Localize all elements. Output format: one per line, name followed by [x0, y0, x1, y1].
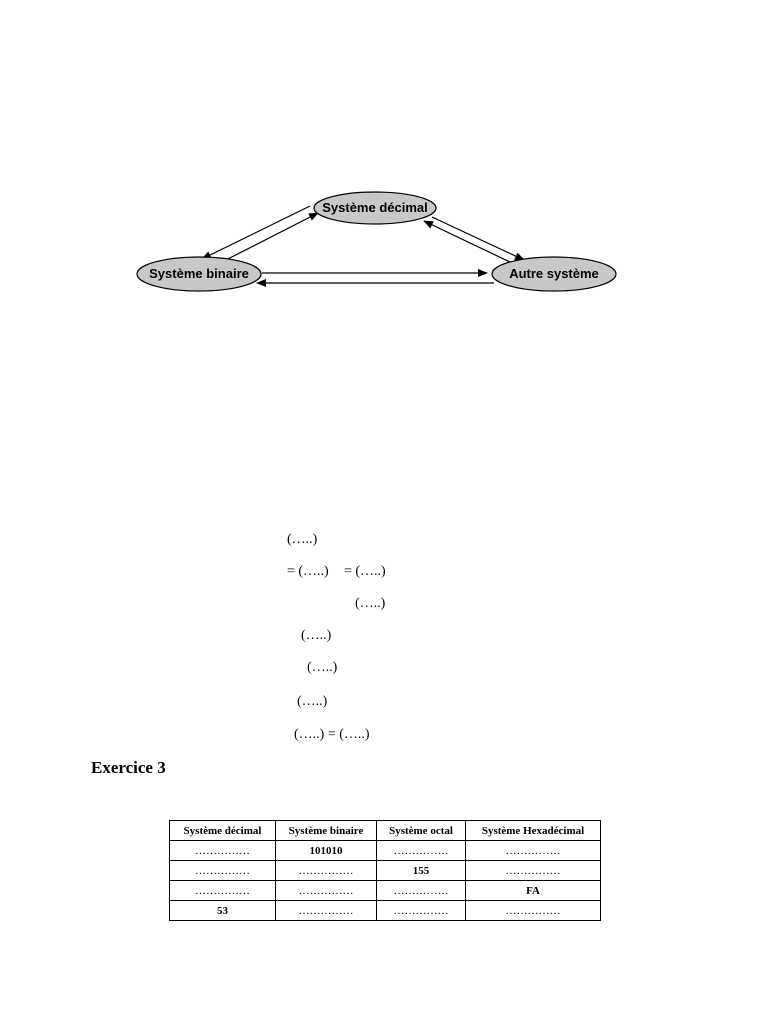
table-cell: 53	[170, 901, 276, 921]
table-cell: ……………	[276, 881, 377, 901]
table-cell: FA	[466, 881, 601, 901]
table-cell: 155	[377, 861, 466, 881]
header-binary: Système binaire	[276, 821, 377, 841]
blank-line-2a: = (…..)	[287, 564, 329, 579]
table-row	[170, 881, 601, 901]
arrow-decimal-to-other	[432, 217, 524, 260]
blank-line-3: (…..)	[355, 596, 386, 611]
table-cell: ……………	[466, 841, 601, 861]
node-binary-label: Système binaire	[149, 266, 249, 281]
conversion-table	[169, 820, 601, 921]
blank-line-4: (…..)	[301, 628, 332, 643]
table-cell: ……………	[377, 881, 466, 901]
table-cell: ……………	[170, 861, 276, 881]
node-other	[492, 257, 616, 291]
blank-line-1: (…..)	[287, 532, 318, 547]
node-other-label: Autre système	[509, 266, 599, 281]
table-row	[170, 841, 601, 861]
table-header-row	[170, 821, 601, 841]
table-cell: ……………	[276, 901, 377, 921]
conversion-diagram	[0, 0, 768, 330]
table-cell: ……………	[276, 861, 377, 881]
table-cell: ……………	[466, 901, 601, 921]
header-octal: Système octal	[377, 821, 466, 841]
table-cell: ……………	[466, 861, 601, 881]
arrow-decimal-to-binary	[202, 206, 310, 259]
header-hexadecimal: Système Hexadécimal	[466, 821, 601, 841]
blank-line-5: (…..)	[307, 660, 338, 675]
node-decimal	[314, 192, 436, 224]
header-decimal: Système décimal	[170, 821, 276, 841]
arrow-other-to-decimal	[424, 221, 512, 263]
blank-line-6: (…..)	[297, 694, 328, 709]
table-cell: ……………	[170, 881, 276, 901]
blank-line-2b: = (…..)	[344, 564, 386, 579]
exercise-title: Exercice 3	[91, 758, 166, 777]
arrow-binary-to-decimal	[222, 213, 318, 262]
table-cell: 101010	[276, 841, 377, 861]
table-cell: ……………	[377, 901, 466, 921]
table-row	[170, 901, 601, 921]
node-binary	[137, 257, 261, 291]
node-decimal-label: Système décimal	[322, 200, 428, 215]
table-row	[170, 861, 601, 881]
table-cell: ……………	[377, 841, 466, 861]
blank-line-7: (…..) = (…..)	[294, 727, 370, 742]
table-cell: ……………	[170, 841, 276, 861]
